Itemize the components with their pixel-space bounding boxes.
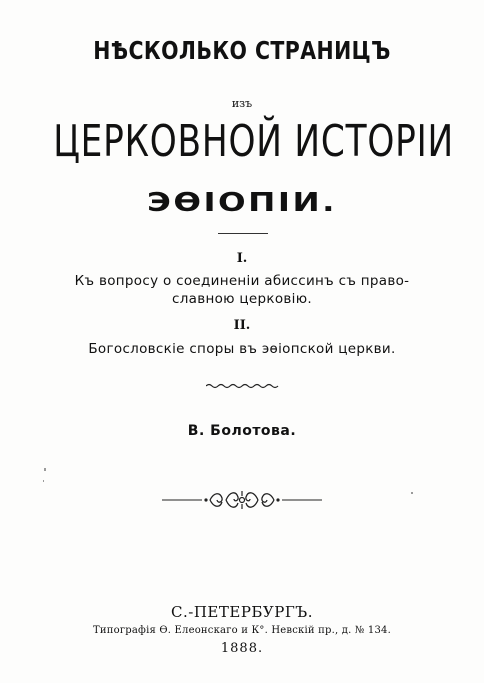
scan-speck <box>44 468 46 471</box>
part-2-line-1: Богословскіе споры въ эѳіопской церкви. <box>88 341 396 357</box>
scan-speck <box>411 492 413 494</box>
title-line-main: ЦЕРКОВНОЙ ИСТОРІИ <box>53 116 454 167</box>
scan-speck <box>43 480 44 482</box>
part-1-numeral: I. <box>236 251 248 266</box>
part-1-line-1: Къ вопросу о соединеніи абиссинъ съ право- <box>74 273 410 289</box>
author-name: В. Болотова. <box>187 423 297 439</box>
title-preposition: изъ <box>231 97 253 110</box>
divider-rule <box>218 233 268 234</box>
part-2-numeral: II. <box>233 318 251 333</box>
title-line-1: НѢСКОЛЬКО СТРАНИЦЪ <box>93 36 391 65</box>
imprint-press: Типографія Ѳ. Елеонскаго и К°. Невскій пр., д. № 134. <box>93 625 391 636</box>
imprint-year: 1888. <box>220 641 264 656</box>
title-line-ethiopia: ЭѲІОПІИ. <box>146 188 338 218</box>
imprint-city: С.-ПЕТЕРБУРГЪ. <box>171 603 313 621</box>
wavy-divider <box>206 382 280 390</box>
ornament-divider <box>162 488 322 512</box>
part-1-line-2: славною церковію. <box>172 291 312 307</box>
